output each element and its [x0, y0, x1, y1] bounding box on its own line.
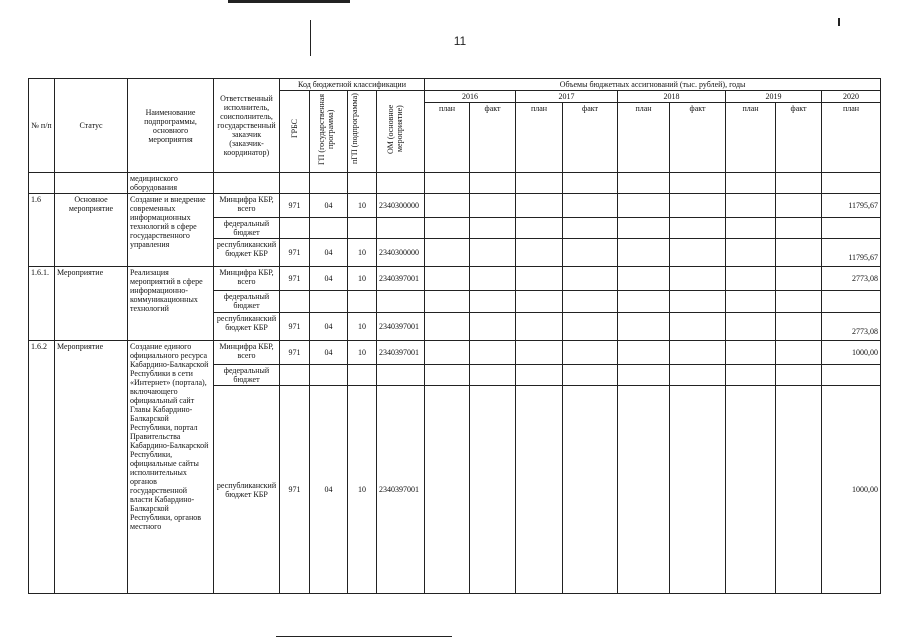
cell-grbs: 971	[280, 341, 310, 365]
cell-empty	[516, 173, 563, 194]
cell-empty	[563, 386, 618, 594]
cell-name: Создание единого официального ресурса Кабардино-Балкарской Республики в сети «Интернет» (портала), включающего официальный сайт Главы Кабардино-Балкарской Республики, портал Правительства Кабардино-Балкарской Республики, официальные сайты исполнительных органов государственной власти Кабардино-Балкарской Республики, органов местного	[128, 341, 214, 594]
cell-pgp	[348, 291, 377, 313]
cell-empty	[618, 218, 670, 239]
cell-gp: 04	[310, 267, 348, 291]
header-fact-2016: факт	[470, 103, 516, 173]
cell-empty	[776, 291, 822, 313]
cell-gp	[310, 291, 348, 313]
cell-empty	[670, 239, 726, 267]
cell-empty	[776, 313, 822, 341]
cell-empty	[516, 313, 563, 341]
cell-empty	[776, 173, 822, 194]
cell-om: 2340300000	[377, 194, 425, 218]
cell-empty	[670, 341, 726, 365]
cell-2020-plan	[822, 365, 881, 386]
cell-executor: Минцифра КБР, всего	[214, 341, 280, 365]
cell-empty	[563, 218, 618, 239]
cell-om: 2340397001	[377, 386, 425, 594]
cell-empty	[670, 218, 726, 239]
header-grbs-text: ГРБС	[290, 119, 299, 139]
cell-grbs: 971	[280, 267, 310, 291]
header-name: Наименование подпрограммы, основного мероприятия	[128, 79, 214, 173]
cell-grbs: 971	[280, 194, 310, 218]
cell-empty	[670, 194, 726, 218]
cell-grbs	[280, 173, 310, 194]
header-grbs	[280, 91, 310, 173]
cell-empty	[425, 291, 470, 313]
cell-om	[377, 291, 425, 313]
header-status: Статус	[55, 79, 128, 173]
header-budget-code: Код бюджетной классификации	[280, 79, 425, 91]
page-number: 11	[453, 34, 467, 48]
cell-2020-plan: 11795,67	[822, 239, 881, 267]
cell-empty	[563, 341, 618, 365]
cell-2020-plan: 1000,00	[822, 386, 881, 594]
header-plan-2016: план	[425, 103, 470, 173]
header-gp	[310, 91, 348, 173]
cell-executor: республиканский бюджет КБР	[214, 313, 280, 341]
cell-empty	[563, 365, 618, 386]
cell-empty	[618, 386, 670, 594]
header-plan-2019: план	[726, 103, 776, 173]
header-gp-text: ГП (государственная программа)	[316, 93, 335, 165]
cell-2020-plan: 1000,00	[822, 341, 881, 365]
cell-empty	[563, 239, 618, 267]
cell-executor: Минцифра КБР, всего	[214, 194, 280, 218]
header-fact-2019: факт	[776, 103, 822, 173]
cell-executor: республиканский бюджет КБР	[214, 386, 280, 594]
cell-grbs: 971	[280, 386, 310, 594]
header-year-2017: 2017	[516, 91, 618, 103]
cell-empty	[726, 173, 776, 194]
cell-empty	[425, 267, 470, 291]
cell-empty	[470, 365, 516, 386]
cell-empty	[516, 365, 563, 386]
cell-empty	[470, 291, 516, 313]
cell-empty	[470, 267, 516, 291]
cell-empty	[470, 386, 516, 594]
cell-empty	[670, 386, 726, 594]
cell-empty	[563, 291, 618, 313]
cell-num: 1.6.1.	[29, 267, 55, 341]
cell-empty	[726, 239, 776, 267]
cell-empty	[670, 313, 726, 341]
cell-empty	[425, 218, 470, 239]
cell-empty	[618, 194, 670, 218]
cell-pgp	[348, 173, 377, 194]
cell-om: 2340300000	[377, 239, 425, 267]
header-volumes: Объемы бюджетных ассигнований (тыс. рублей), годы	[425, 79, 881, 91]
cell-pgp	[348, 218, 377, 239]
cell-grbs: 971	[280, 313, 310, 341]
cell-empty	[425, 313, 470, 341]
table-row	[29, 173, 881, 194]
cell-empty	[516, 341, 563, 365]
cell-empty	[726, 194, 776, 218]
cell-executor: Минцифра КБР, всего	[214, 267, 280, 291]
cell-empty	[470, 218, 516, 239]
cell-pgp: 10	[348, 239, 377, 267]
cell-empty	[425, 173, 470, 194]
cell-gp	[310, 173, 348, 194]
cell-pgp: 10	[348, 341, 377, 365]
cell-empty	[726, 267, 776, 291]
cell-grbs: 971	[280, 239, 310, 267]
cell-empty	[726, 291, 776, 313]
scan-mark-right	[838, 18, 840, 26]
cell-om: 2340397001	[377, 341, 425, 365]
cell-status	[55, 173, 128, 194]
cell-pgp: 10	[348, 194, 377, 218]
table-row	[29, 341, 881, 365]
cell-empty	[516, 194, 563, 218]
table-row	[29, 194, 881, 218]
cell-empty	[670, 173, 726, 194]
table-row	[29, 267, 881, 291]
cell-status: Мероприятие	[55, 267, 128, 341]
cell-gp: 04	[310, 341, 348, 365]
cell-empty	[563, 194, 618, 218]
cell-gp	[310, 365, 348, 386]
cell-pgp: 10	[348, 313, 377, 341]
cell-empty	[776, 218, 822, 239]
cell-empty	[670, 291, 726, 313]
cell-empty	[470, 194, 516, 218]
cell-2020-plan	[822, 291, 881, 313]
cell-om	[377, 173, 425, 194]
cell-empty	[670, 267, 726, 291]
header-year-2020: 2020	[822, 91, 881, 103]
cell-num	[29, 173, 55, 194]
cell-empty	[726, 218, 776, 239]
cell-empty	[776, 341, 822, 365]
header-fact-2017: факт	[563, 103, 618, 173]
cell-empty	[563, 267, 618, 291]
cell-gp: 04	[310, 194, 348, 218]
scan-mark-left	[310, 20, 311, 56]
header-num: № п/п	[29, 79, 55, 173]
cell-name: Создание и внедрение современных информационных технологий в сфере государственного управления	[128, 194, 214, 267]
cell-num: 1.6	[29, 194, 55, 267]
scan-mark-top	[228, 0, 350, 3]
cell-empty	[425, 239, 470, 267]
cell-empty	[425, 194, 470, 218]
cell-grbs	[280, 291, 310, 313]
cell-empty	[776, 365, 822, 386]
cell-empty	[618, 341, 670, 365]
cell-om	[377, 218, 425, 239]
cell-executor: федеральный бюджет	[214, 291, 280, 313]
cell-om	[377, 365, 425, 386]
cell-empty	[470, 313, 516, 341]
header-plan-2020: план	[822, 103, 881, 173]
cell-name: Реализация мероприятий в сфере информационно-коммуникационных технологий	[128, 267, 214, 341]
header-year-2019: 2019	[726, 91, 822, 103]
cell-gp: 04	[310, 239, 348, 267]
cell-empty	[776, 386, 822, 594]
cell-empty	[516, 239, 563, 267]
header-year-2016: 2016	[425, 91, 516, 103]
cell-pgp: 10	[348, 267, 377, 291]
cell-2020-plan: 11795,67	[822, 194, 881, 218]
cell-name: медицинского оборудования	[128, 173, 214, 194]
cell-empty	[425, 386, 470, 594]
header-om	[377, 91, 425, 173]
cell-pgp	[348, 365, 377, 386]
cell-empty	[776, 239, 822, 267]
cell-empty	[726, 341, 776, 365]
cell-2020-plan: 2773,08	[822, 313, 881, 341]
cell-empty	[726, 365, 776, 386]
header-plan-2018: план	[618, 103, 670, 173]
cell-executor	[214, 173, 280, 194]
cell-empty	[563, 173, 618, 194]
cell-executor: республиканский бюджет КБР	[214, 239, 280, 267]
header-pgp	[348, 91, 377, 173]
budget-table	[28, 78, 881, 594]
cell-empty	[618, 173, 670, 194]
cell-empty	[425, 365, 470, 386]
header-plan-2017: план	[516, 103, 563, 173]
cell-empty	[470, 341, 516, 365]
header-pgp-text: пГП (подпрограмма)	[350, 93, 359, 165]
cell-empty	[516, 291, 563, 313]
cell-empty	[516, 218, 563, 239]
cell-empty	[563, 313, 618, 341]
cell-empty	[618, 313, 670, 341]
cell-status: Основное мероприятие	[55, 194, 128, 267]
cell-empty	[776, 267, 822, 291]
cell-empty	[618, 267, 670, 291]
cell-empty	[726, 386, 776, 594]
header-year-2018: 2018	[618, 91, 726, 103]
cell-pgp: 10	[348, 386, 377, 594]
cell-empty	[470, 239, 516, 267]
cell-gp	[310, 218, 348, 239]
cell-empty	[470, 173, 516, 194]
cell-grbs	[280, 218, 310, 239]
cell-num: 1.6.2	[29, 341, 55, 594]
cell-empty	[776, 194, 822, 218]
cell-executor: федеральный бюджет	[214, 365, 280, 386]
cell-empty	[425, 341, 470, 365]
cell-empty	[618, 365, 670, 386]
cell-executor: федеральный бюджет	[214, 218, 280, 239]
cell-2020-plan	[822, 173, 881, 194]
header-om-text: ОМ (основное мероприятие)	[385, 104, 404, 154]
cell-empty	[726, 313, 776, 341]
cell-empty	[618, 291, 670, 313]
cell-empty	[516, 386, 563, 594]
cell-om: 2340397001	[377, 313, 425, 341]
cell-empty	[670, 365, 726, 386]
scan-mark-bottom	[276, 636, 452, 637]
cell-status: Мероприятие	[55, 341, 128, 594]
header-row-1	[29, 79, 881, 91]
cell-empty	[516, 267, 563, 291]
cell-om: 2340397001	[377, 267, 425, 291]
cell-grbs	[280, 365, 310, 386]
header-executor: Ответственный исполнитель, соисполнитель, государственный заказчик (заказчик-координатор)	[214, 79, 280, 173]
cell-2020-plan: 2773,08	[822, 267, 881, 291]
cell-gp: 04	[310, 313, 348, 341]
header-fact-2018: факт	[670, 103, 726, 173]
cell-empty	[618, 239, 670, 267]
cell-2020-plan	[822, 218, 881, 239]
cell-gp: 04	[310, 386, 348, 594]
